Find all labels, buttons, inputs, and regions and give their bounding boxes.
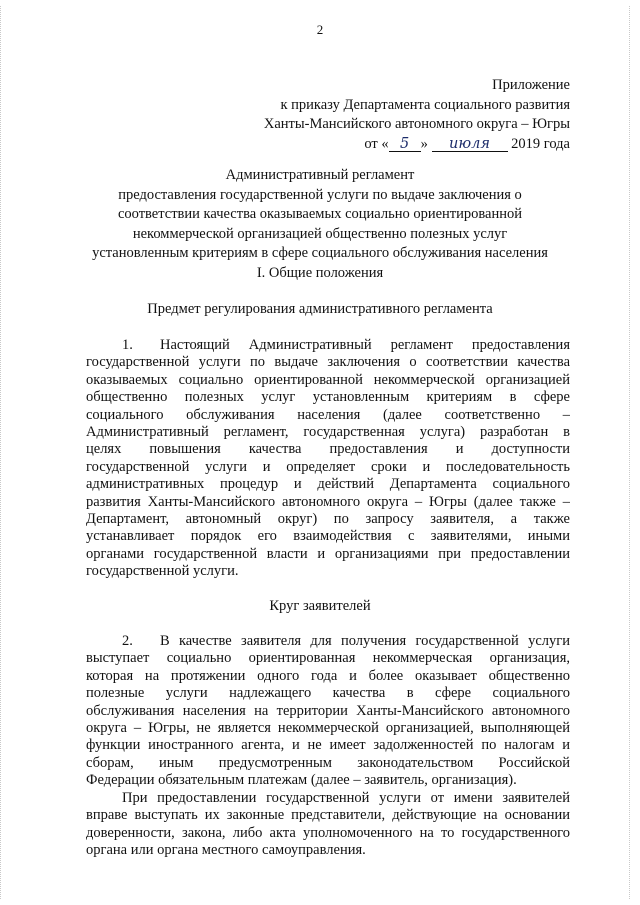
paragraph-line: При предоставлении государственной услуги от имени заявителей <box>122 790 570 806</box>
paragraph-line: государственной услуги. <box>86 563 239 580</box>
subheading-applicants: Круг заявителей <box>269 598 371 614</box>
paragraph-line: 1. Настоящий Административный регламент предоставления <box>122 337 570 353</box>
paragraph-line: органами государственной власти и организациями при предоставлении <box>86 545 570 562</box>
paragraph-line: устанавливает порядок его взаимодействия с заявителями, иными <box>86 528 570 545</box>
paragraph-line: которая на протяжении одного года и более оказывает общественно <box>86 667 570 684</box>
paragraph-line: доверенности, закона, либо акта уполномоченного на то государственного <box>86 824 570 841</box>
paragraph-line: административных процедур и действий Департамента социального <box>86 476 570 493</box>
appendix-header <box>264 76 570 154</box>
section-heading: I. Общие положения <box>256 265 384 281</box>
scan-edge-right <box>629 6 638 899</box>
paragraph-line: органа или органа местного самоуправления. <box>86 842 366 859</box>
paragraph-2 <box>86 633 570 790</box>
paragraph-line: социального обслуживания населения (далее соответственно – <box>86 406 570 423</box>
date-year: 2019 года <box>511 135 570 152</box>
title-line: соответствии качества оказываемых социально ориентированной <box>117 206 523 222</box>
title-line: Административный регламент <box>225 167 415 183</box>
paragraph-line: 2. В качестве заявителя для получения государственной услуги <box>122 633 570 649</box>
appendix-region-line: Ханты-Мансийского автономного округа – Югры <box>263 116 570 132</box>
paragraph-line: выступает социально ориентированная некоммерческая организация, <box>86 650 570 667</box>
appendix-date-line <box>264 135 570 155</box>
paragraph-line: государственной услуги по выдаче заключения о соответствии качества <box>86 354 570 371</box>
title-line: установленным критериям в сфере социального обслуживания населения <box>92 245 548 261</box>
paragraph-line: сборам, иным предусмотренным законодательством Российской <box>86 754 570 771</box>
paragraph-line: обслуживания населения на территории Ханты-Мансийского автономного <box>86 702 570 719</box>
paragraph-line: целях повышения качества предоставления и доступности <box>86 441 570 458</box>
date-prefix: от « <box>364 135 389 152</box>
paragraph-line: Департамент, автономный округ) по запросу заявителя, а также <box>86 510 570 527</box>
subheading-subject: Предмет регулирования административного регламента <box>147 301 493 317</box>
page-number: 2 <box>316 22 324 37</box>
date-month-handwritten: июля <box>432 137 508 152</box>
appendix-order-line: к приказу Департамента социального развития <box>280 96 570 113</box>
paragraph-number: 2. <box>122 633 133 649</box>
document-title <box>70 166 570 264</box>
date-mid: » <box>420 135 428 152</box>
title-line: предоставления государственной услуги по выдаче заключения о <box>118 186 522 203</box>
paragraph-line: полезные услуги надлежащего качества в сфере социального <box>86 685 570 702</box>
paragraph-line: вправе выступать их законные представители, действующие на основании <box>86 807 570 824</box>
date-day-handwritten: 5 <box>389 137 421 152</box>
paragraph-line: общественно полезных услуг установленным критериям в сфере <box>86 389 570 406</box>
title-line: некоммерческой организацией общественно полезных услуг <box>132 225 508 242</box>
paragraph-line: оказываемых социально ориентированной некоммерческой организацией <box>86 371 570 388</box>
paragraph-line: Административный регламент, государственная услуга) разработан в <box>86 423 570 440</box>
paragraph-line: развития Ханты-Мансийского автономного округа – Югры (далее также – <box>86 493 570 510</box>
paragraph-3 <box>86 790 570 860</box>
scan-edge-left <box>0 6 9 899</box>
paragraph-line: округа – Югры, не является некоммерческой организацией, выполняющей <box>86 719 570 736</box>
paragraph-line: Федерации обязательным платежам (далее – заявитель, организация). <box>86 772 517 789</box>
paragraph-line: функции иностранного агента, и не имеет задолженностей по налогам и <box>86 737 570 754</box>
paragraph-line: государственной услуги и определяет сроки и последовательность <box>86 458 570 475</box>
paragraph-number: 1. <box>122 337 133 353</box>
paragraph-1 <box>86 337 570 580</box>
appendix-label: Приложение <box>492 77 570 93</box>
